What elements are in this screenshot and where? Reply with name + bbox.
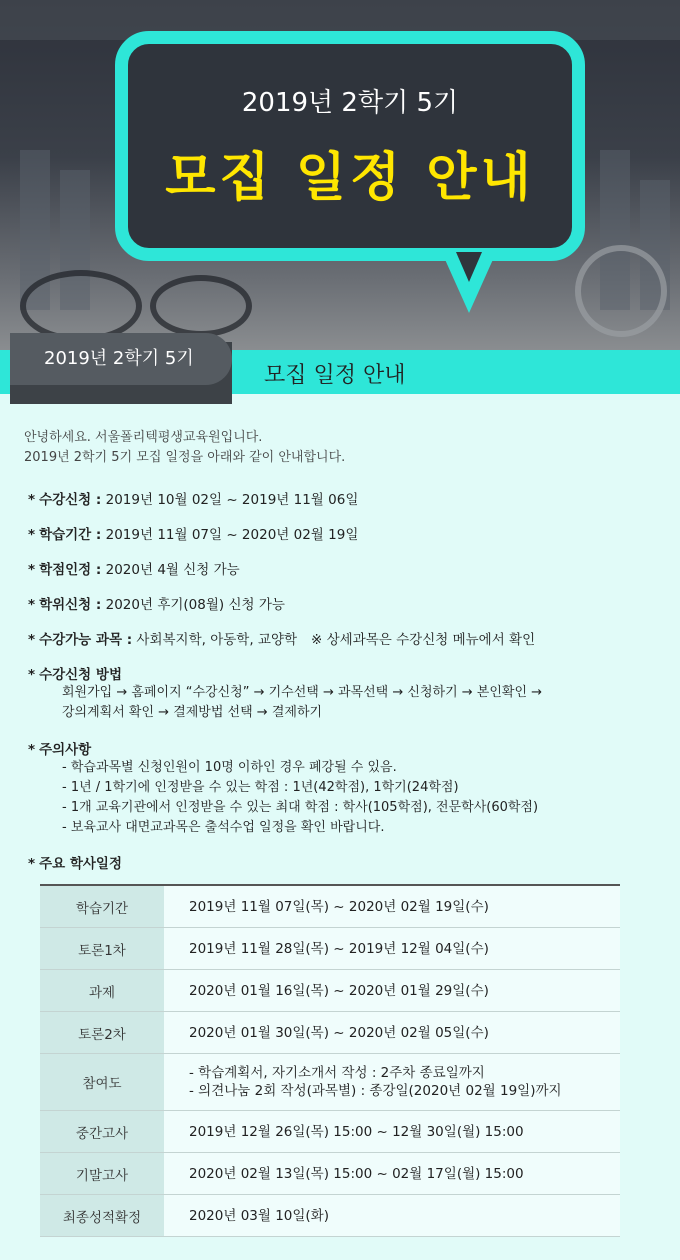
table-row	[40, 1012, 620, 1054]
term-tab: 2019년 2학기 5기	[10, 333, 232, 385]
item-value: 2019년 10월 02일 ~ 2019년 11월 06일	[105, 492, 359, 508]
item-value: 사회복지학, 아동학, 교양학	[136, 632, 298, 648]
value-line: - 학습계획서, 자기소개서 작성 : 2주차 종료일까지	[189, 1065, 485, 1081]
value-line: 2019년 11월 28일(목) ~ 2019년 12월 04일(수)	[189, 940, 489, 957]
method-steps	[62, 683, 542, 723]
clock-outline	[575, 245, 667, 337]
hero-title: 모집 일정 안내	[165, 148, 535, 208]
bullet-star: *	[28, 742, 36, 758]
row-value	[164, 886, 620, 927]
credit-item	[28, 558, 240, 578]
row-key: 과제	[40, 970, 164, 1011]
row-key: 학습기간	[40, 886, 164, 927]
courses-item	[28, 628, 535, 648]
row-value	[164, 928, 620, 969]
bullet-star: *	[28, 632, 36, 648]
table-row	[40, 1153, 620, 1195]
row-key: 토론1차	[40, 928, 164, 969]
value-line: 2019년 11월 07일(목) ~ 2020년 02월 19일(수)	[189, 898, 489, 915]
hero-subtitle: 2019년 2학기 5기	[241, 88, 459, 118]
intro-text	[24, 428, 345, 468]
row-value	[164, 1111, 620, 1152]
glasses-lens	[20, 270, 142, 342]
schedule-item	[28, 852, 122, 872]
item-label: 학습기간 :	[39, 527, 102, 543]
intro-line: 2019년 2학기 5기 모집 일정을 아래와 같이 안내합니다.	[24, 450, 346, 465]
row-value	[164, 1054, 620, 1110]
bullet-star: *	[28, 562, 36, 578]
intro-line: 안녕하세요. 서울폴리텍평생교육원입니다.	[24, 430, 263, 445]
table-row	[40, 1054, 620, 1111]
section-title: 모집 일정 안내	[264, 363, 406, 388]
schedule-table	[40, 884, 620, 1237]
speech-bubble-tail-inner	[456, 252, 482, 282]
caution-item	[28, 738, 91, 758]
bullet-star: *	[28, 856, 36, 872]
bullet-star: *	[28, 492, 36, 508]
value-line: 2019년 12월 26일(목) 15:00 ~ 12월 30일(월) 15:00	[189, 1123, 524, 1140]
value-line: 2020년 01월 16일(목) ~ 2020년 01월 29일(수)	[189, 982, 489, 999]
row-value	[164, 1195, 620, 1236]
value-line: 2020년 01월 30일(목) ~ 2020년 02월 05일(수)	[189, 1024, 489, 1041]
item-label: 학위신청 :	[39, 597, 102, 613]
item-value: 2020년 후기(08월) 신청 가능	[105, 597, 285, 613]
item-value: 2019년 11월 07일 ~ 2020년 02월 19일	[105, 527, 359, 543]
hero-banner	[0, 0, 680, 350]
method-line: 강의계획서 확인 → 결제방법 선택 → 결제하기	[62, 705, 323, 720]
item-label: 주요 학사일정	[39, 856, 123, 872]
row-value	[164, 1012, 620, 1053]
glasses-lens	[150, 275, 252, 337]
method-line: 회원가입 → 홈페이지 “수강신청” → 기수선택 → 과목선택 → 신청하기 → 본인확인 →	[62, 685, 543, 700]
value-line: 2020년 02월 13일(목) 15:00 ~ 02월 17일(월) 15:00	[189, 1165, 524, 1182]
item-label: 수강신청 :	[39, 492, 102, 508]
table-row	[40, 886, 620, 928]
table-row	[40, 1111, 620, 1153]
degree-item	[28, 593, 285, 613]
item-value: 2020년 4월 신청 가능	[105, 562, 240, 578]
value-line: 2020년 03월 10일(화)	[189, 1207, 329, 1224]
caution-line: - 1개 교육기관에서 인정받을 수 있는 최대 학점 : 학사(105학점), 전문학사(60학점)	[62, 800, 539, 815]
bullet-star: *	[28, 597, 36, 613]
item-label: 수강가능 과목 :	[39, 632, 133, 648]
enroll-period-item	[28, 488, 358, 508]
bullet-star: *	[28, 527, 36, 543]
row-value	[164, 1153, 620, 1194]
row-key: 최종성적확정	[40, 1195, 164, 1236]
table-row	[40, 1195, 620, 1237]
table-row	[40, 928, 620, 970]
row-key: 참여도	[40, 1054, 164, 1110]
caution-list	[62, 758, 538, 838]
bullet-star: *	[28, 667, 36, 683]
caution-line: - 보육교사 대면교과목은 출석수업 일정을 확인 바랍니다.	[62, 820, 385, 835]
study-period-item	[28, 523, 358, 543]
item-label: 학점인정 :	[39, 562, 102, 578]
row-value	[164, 970, 620, 1011]
row-key: 중간고사	[40, 1111, 164, 1152]
caution-line: - 1년 / 1학기에 인정받을 수 있는 학점 : 1년(42학점), 1학기(24학점)	[62, 780, 459, 795]
item-label: 수강신청 방법	[39, 667, 123, 683]
table-row	[40, 970, 620, 1012]
caution-line: - 학습과목별 신청인원이 10명 이하인 경우 폐강될 수 있음.	[62, 760, 397, 775]
method-item	[28, 663, 122, 683]
row-key: 토론2차	[40, 1012, 164, 1053]
row-key: 기말고사	[40, 1153, 164, 1194]
item-label: 주의사항	[39, 742, 92, 758]
item-note: ※ 상세과목은 수강신청 메뉴에서 확인	[311, 632, 536, 648]
value-line: - 의견나눔 2회 작성(과목별) : 종강일(2020년 02월 19일)까지	[189, 1083, 562, 1099]
